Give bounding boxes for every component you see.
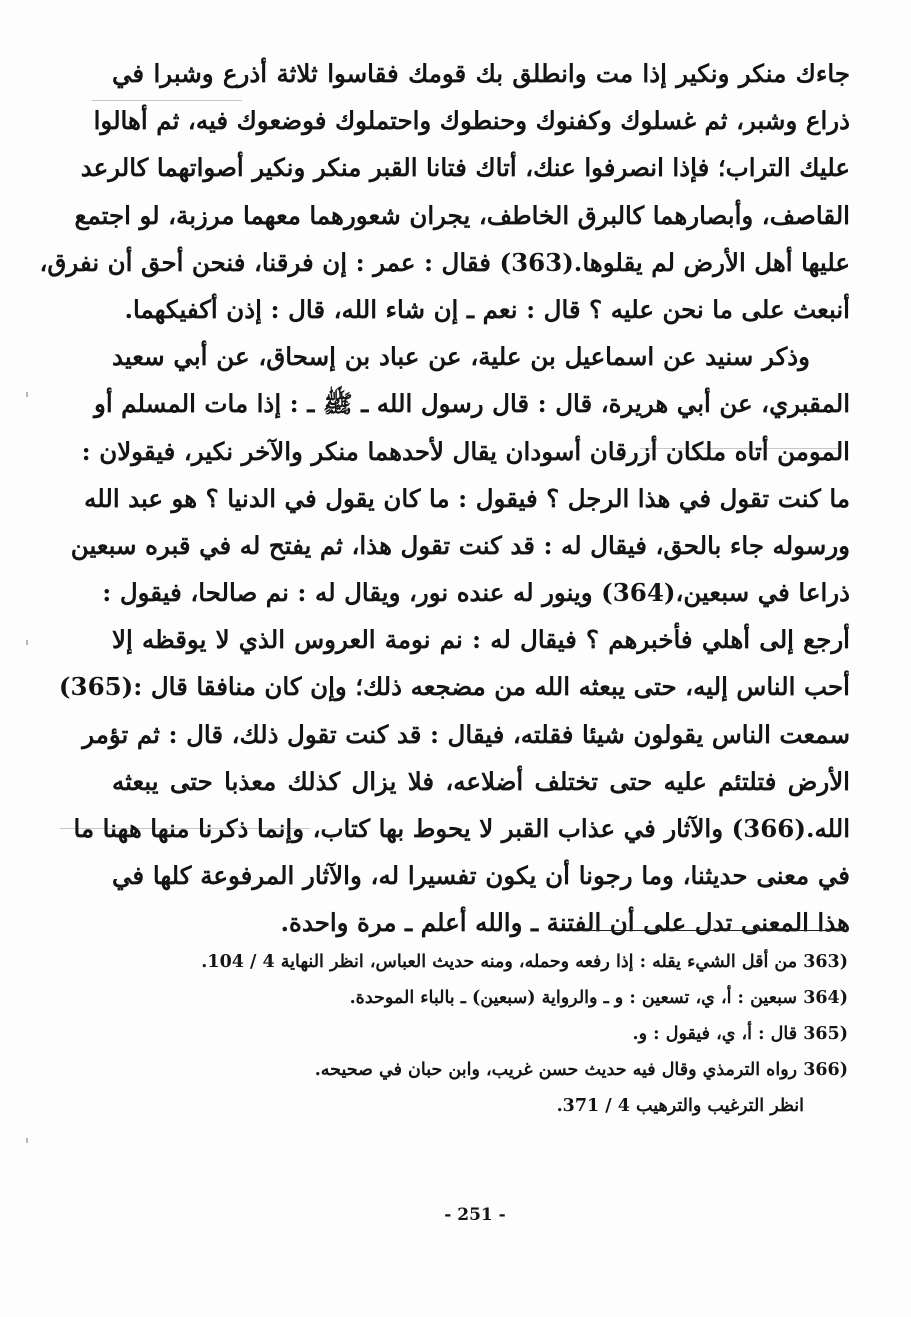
text-line: أنبعث على ما نحن عليه ؟ قال : نعم ـ إن شاء الله، قال : إذن أكفيكهما. (124, 294, 850, 324)
footnote (180, 1052, 848, 1088)
footnote-number: (363 (803, 952, 848, 972)
text-line: عليها أهل الأرض لم يقلوها.(363) فقال : عمر : إن فرقنا، فنحن أحق أن نفرق، (39, 247, 850, 277)
text-line: القاصف، وأبصارهما كالبرق الخاطف، يجران شعورهما معهما مرزبة، لو اجتمع (74, 200, 850, 230)
text-line: الله.(366) والآثار في عذاب القبر لا يحوط بها كتاب، وإنما ذكرنا منها ههنا ما (73, 814, 850, 843)
text-line: أرجع إلى أهلي فأخبرهم ؟ فيقال له : نم نومة العروس الذي لا يوقظه إلا (112, 625, 850, 655)
footnote-text: سبعين : أ، ي، تسعين : و ـ والرواية (سبعين) ـ بالباء الموحدة. (349, 988, 798, 1008)
text-line: المقبري، عن أبي هريرة، قال : قال رسول الله ـ ﷺ ـ : إذا مات المسلم أو (94, 389, 850, 419)
text-line: أحب الناس إليه، حتى يبعثه الله من مضجعه ذلك؛ وإن كان منافقا قال :(365) (58, 672, 850, 702)
text-line: سمعت الناس يقولون شيئا فقلته، فيقال : قد كنت تقول ذلك، قال : ثم تؤمر (82, 719, 850, 749)
footnote-text: قال : أ، ي، فيقول : و. (632, 1024, 798, 1044)
footnote-text: رواه الترمذي وقال فيه حديث حسن غريب، وابن حبان في صحيحه. (314, 1060, 798, 1080)
text-line: ذراع وشبر، ثم غسلوك وكفنوك وحنطوك واحتملوك فوضعوك فيه، ثم أهالوا (93, 106, 850, 136)
text-line: جاءك منكر ونكير إذا مت وانطلق بك قومك فقاسوا ثلاثة أذرع وشبرا في (112, 59, 850, 88)
footnote-separator (578, 930, 848, 931)
footnote (180, 1016, 848, 1052)
text-line: هذا المعنى تدل على أن الفتنة ـ والله أعلم ـ مرة واحدة. (280, 908, 850, 938)
footnote-continuation: انظر الترغيب والترهيب 4 / 371. (556, 1096, 804, 1116)
text-line: في معنى حديثنا، وما رجونا أن يكون تفسيرا له، والآثار المرفوعة كلها في (112, 861, 850, 891)
footnote-number: (366 (803, 1060, 848, 1080)
text-line: الأرض فتلتئم عليه حتى تختلف أضلاعه، فلا يزال كذلك معذبا حتى يبعثه (112, 766, 850, 796)
text-line: المومن أتاه ملكان أزرقان أسودان يقال لأحدهما منكر والآخر نكير، فيقولان : (81, 436, 850, 466)
footnotes-block (180, 944, 848, 1124)
page-number: - 251 - (444, 1205, 506, 1225)
text-line: ورسوله جاء بالحق، فيقال له : قد كنت تقول هذا، ثم يفتح له في قبره سبعين (70, 530, 850, 560)
footnote-text: من أقل الشيء يقله : إذا رفعه وحمله، ومنه حديث العباس، انظر النهاية 4 / 104. (201, 952, 798, 972)
footnote (180, 944, 848, 980)
scan-artifact-mark (26, 1138, 28, 1143)
scan-artifact-mark (26, 640, 28, 645)
text-line: ما كنت تقول في هذا الرجل ؟ فيقول : ما كان يقول في الدنيا ؟ هو عبد الله (84, 483, 850, 513)
main-text-block (39, 50, 850, 947)
footnote (180, 980, 848, 1016)
text-line: عليك التراب؛ فإذا انصرفوا عنك، أتاك فتانا القبر منكر ونكير أصواتهما كالرعد (80, 153, 850, 183)
text-line: ذراعا في سبعين،(364) وينور له عنده نور، ويقال له : نم صالحا، فيقول : (102, 578, 850, 608)
footnote-number: (365 (803, 1024, 848, 1044)
text-line: وذكر سنيد عن اسماعيل بن علية، عن عباد بن إسحاق، عن أبي سعيد (112, 342, 810, 372)
footnote-number: (364 (803, 988, 848, 1008)
scan-artifact-mark (26, 392, 28, 397)
